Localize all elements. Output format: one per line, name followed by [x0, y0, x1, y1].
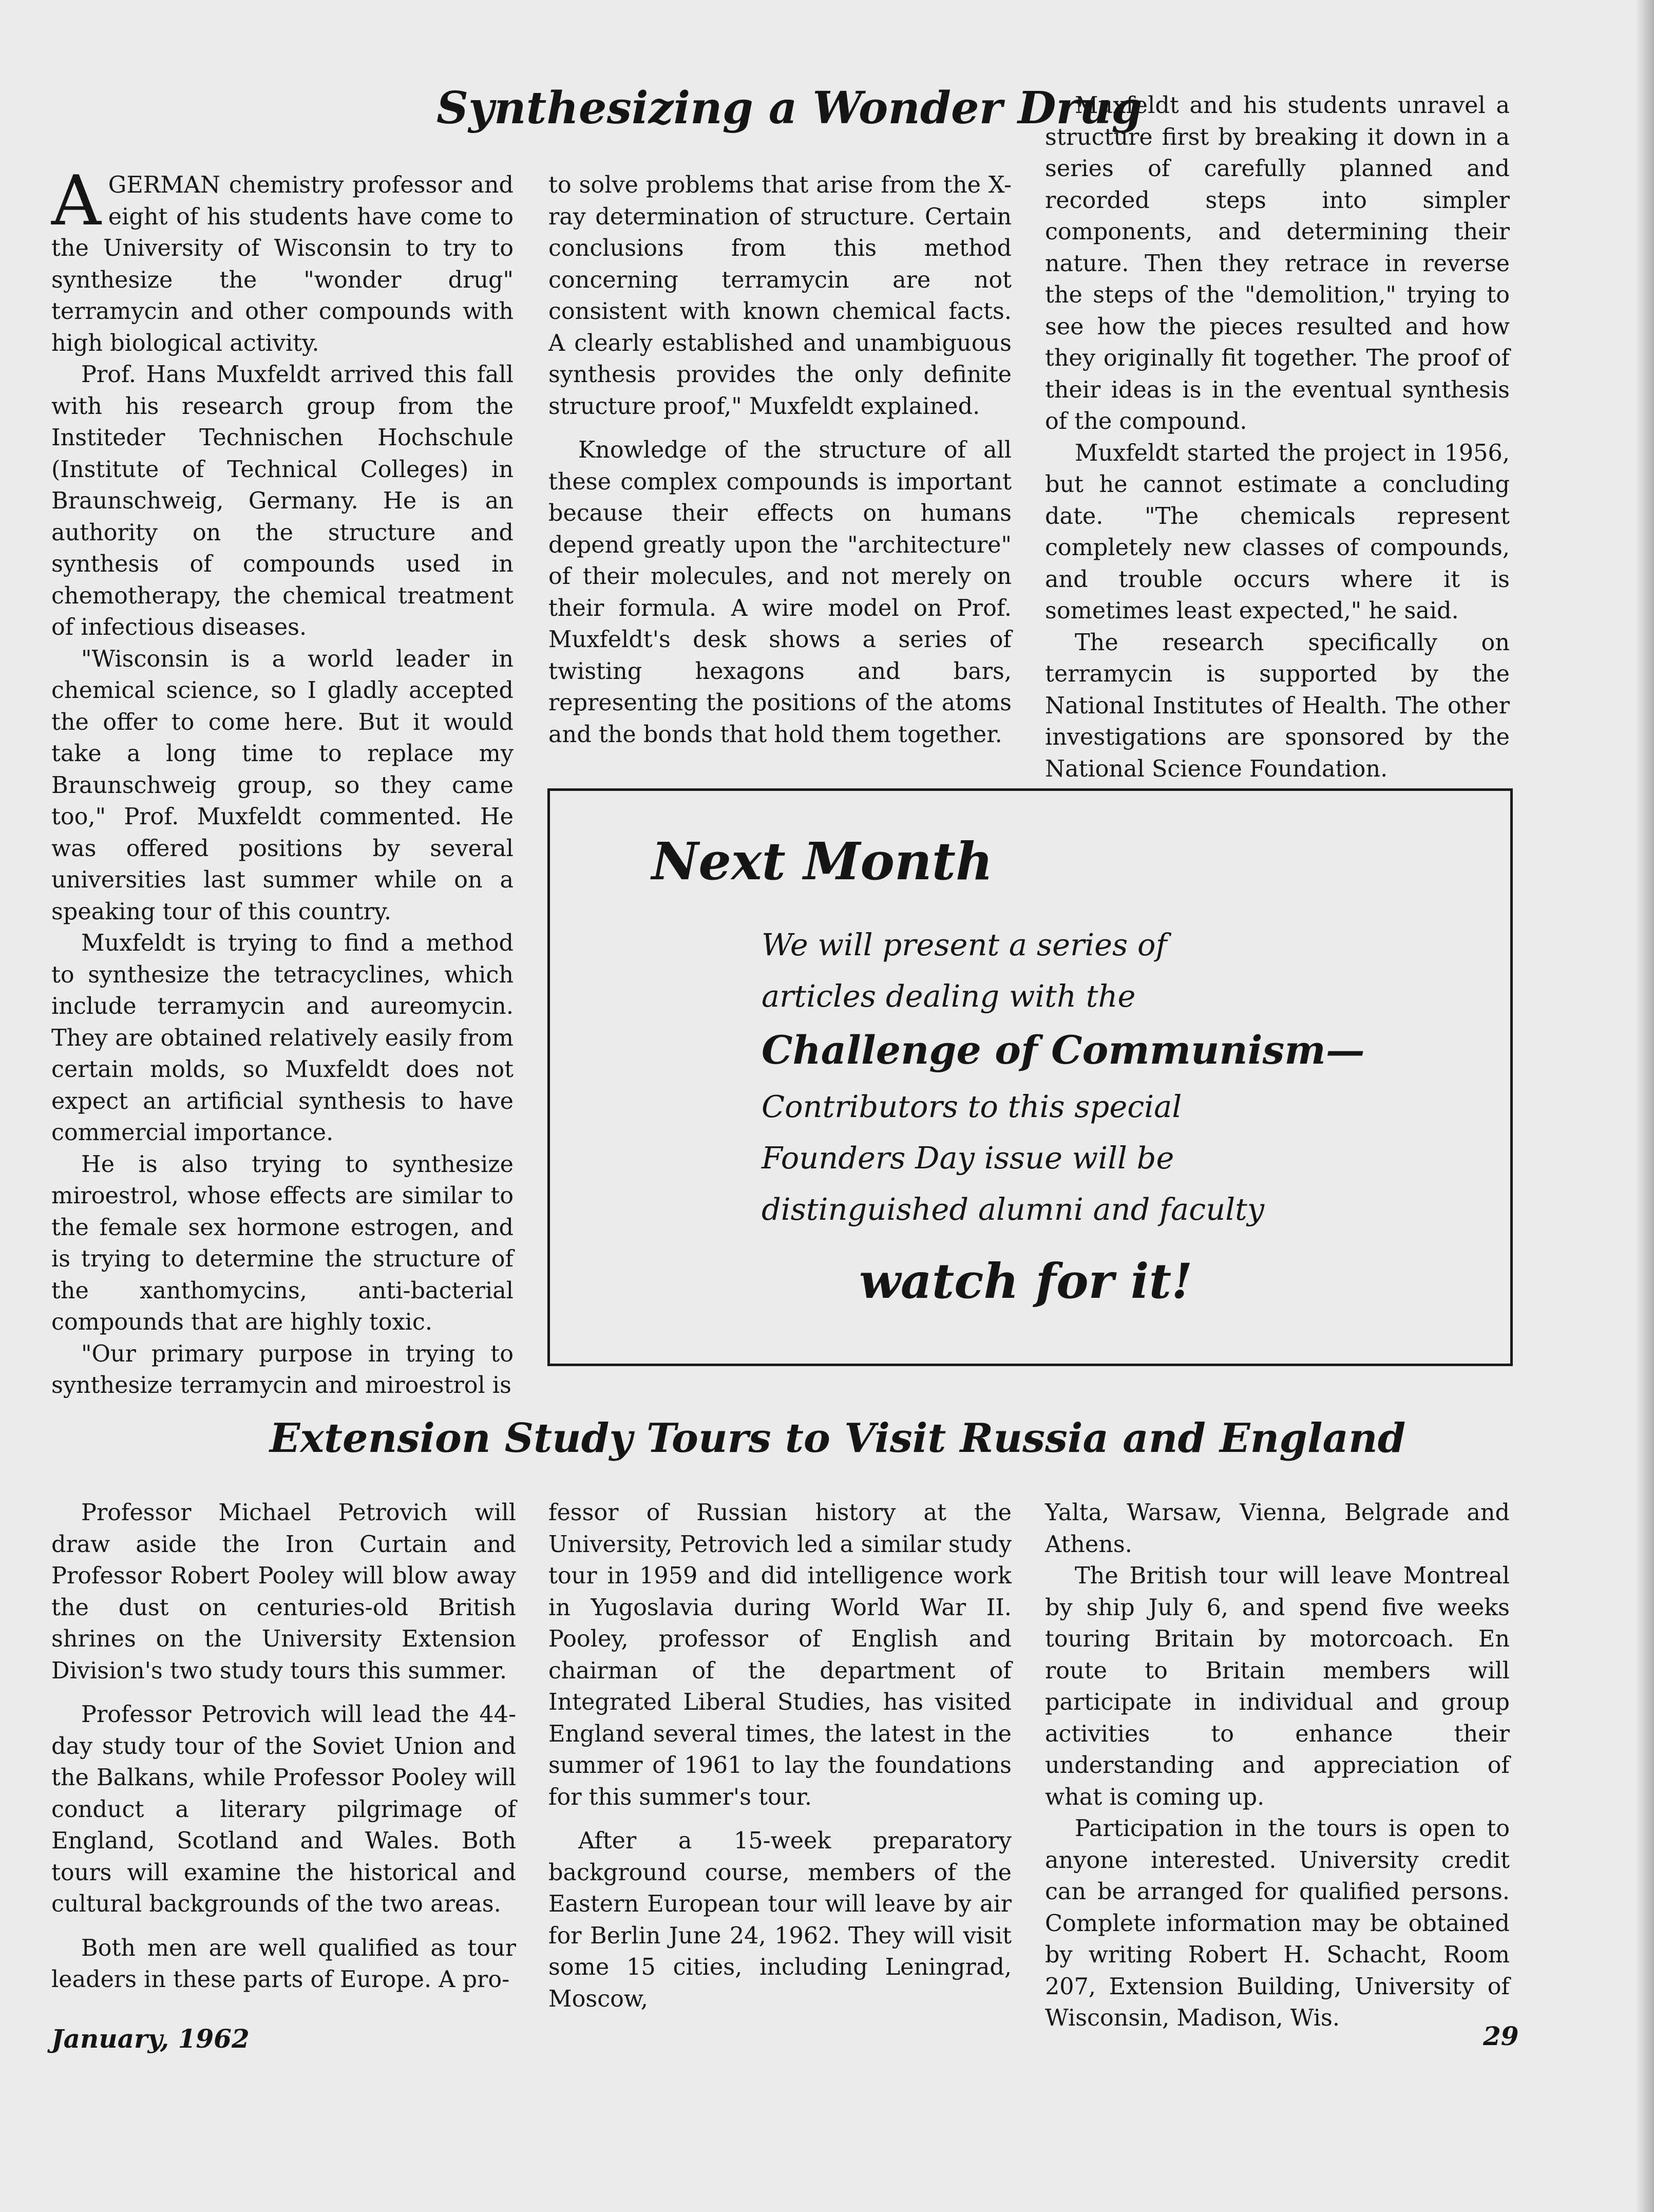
notice-line: Contributors to this special: [762, 1089, 1182, 1124]
article1-paragraph: He is also trying to synthesize miroestrol, whose effects are similar to the female sex hormone estrogen, and is trying to determine the structure of the xanthomycins, anti-bacterial compounds that are highly toxic.: [51, 1151, 514, 1335]
notice-watch-for-it: watch for it!: [859, 1253, 1193, 1310]
article2-paragraph: The British tour will leave Montreal by ship July 6, and spend five weeks touring Britain by motorcoach. En route to Britain members will participate in individual and group activities to enhance their understanding and appreciation of what is coming up.: [1045, 1563, 1510, 1810]
article-title-extension-tours: Extension Study Tours to Visit Russia and England: [270, 1415, 1406, 1462]
article2-paragraph: Participation in the tours is open to anyone interested. University credit can be arranged for qualified persons. Complete information may be obtained by writing Robert H. Schacht, Room 207, Extension Building, University of Wisconsin, Madison, Wis.: [1045, 1816, 1510, 2031]
drop-cap: A: [51, 161, 101, 241]
article1-column-3: [1045, 90, 1510, 785]
article1-paragraph: Muxfeldt is trying to find a method to synthesize the tetracyclines, which include terramycin and aureomycin. They are obtained relatively easily from certain molds, so Muxfeldt does not expect an artificial synthesis to have commercial importance.: [51, 930, 514, 1146]
notice-line: articles dealing with the: [762, 978, 1136, 1014]
article2-column-1: [51, 1497, 516, 1996]
article1-paragraph: Prof. Hans Muxfeldt arrived this fall with his research group from the Institeder Technischen Hochschule (Institute of Technical Colleges) in Braunschweig, Germany. He is an authority on the structure and synthesis of compounds used in chemotherapy, the chemical treatment of infectious diseases.: [51, 362, 514, 640]
article2-paragraph: After a 15-week preparatory background course, members of the Eastern European tour will leave by air for Berlin June 24, 1962. They will visit some 15 cities, including Leningrad, Moscow,: [548, 1828, 1012, 2012]
article-title-wonder-drug: Synthesizing a Wonder Drug: [436, 82, 1143, 134]
article2-paragraph: Professor Petrovich will lead the 44-day study tour of the Soviet Union and the Balkans, while Professor Pooley will conduct a literary pilgrimage of England, Scotland and Wales. Both tours will examine the historical and cultural backgrounds of the two areas.: [51, 1701, 516, 1917]
article2-paragraph: fessor of Russian history at the University, Petrovich led a similar study tour in 1959 and did intelligence work in Yugoslavia during World War II. Pooley, professor of English and chairman of the department of Integrated Liberal Studies, has visited England several times, the latest in the summer of 1961 to lay the foundations for this summer's tour.: [548, 1500, 1012, 1810]
notice-line: distinguished alumni and faculty: [762, 1192, 1265, 1227]
article1-paragraph: "Our primary purpose in trying to synthesize terramycin and miroestrol is: [51, 1340, 514, 1398]
article2-column-3: [1045, 1497, 1510, 2034]
issue-date: January, 1962: [51, 2024, 250, 2054]
article1-paragraph: AGERMAN chemistry professor and eight of his students have come to the University of Wisconsin to try to synthesize the "wonder drug" terramycin and other compounds with high biological activity.: [51, 161, 514, 356]
article1-paragraph: Knowledge of the structure of all these complex compounds is important because their effects on humans depend greatly upon the "architecture" of their molecules, and not merely on their formula. A wire model on Prof. Muxfeldt's desk shows a series of twisting hexagons and bars, representing the positions of the atoms and the bonds that hold them together.: [548, 437, 1012, 748]
article1-paragraph: to solve problems that arise from the X-ray determination of structure. Certain conclusions from this method concerning terramycin are not consistent with known chemical facts. A clearly established and unambiguous synthesis provides the only definite structure proof," Muxfeldt explained.: [548, 172, 1012, 420]
article1-column-2: [548, 169, 1012, 750]
notice-challenge-heading: Challenge of Communism—: [762, 1027, 1365, 1073]
article1-paragraph: The research specifically on terramycin is supported by the National Institutes of Health. The other investigations are sponsored by the National Science Foundation.: [1045, 629, 1510, 782]
article2-paragraph: Yalta, Warsaw, Vienna, Belgrade and Athens.: [1045, 1500, 1510, 1558]
article2-column-2: [548, 1497, 1012, 2015]
article1-paragraph: Muxfeldt and his students unravel a structure first by breaking it down in a series of carefully planned and recorded steps into simpler components, and determining their nature. Then they retrace in reverse the steps of the "demolition," trying to see how the pieces resulted and how they originally fit together. The proof of their ideas is in the eventual synthesis of the compound.: [1045, 92, 1510, 434]
article1-paragraph: "Wisconsin is a world leader in chemical science, so I gladly accepted the offer to come here. But it would take a long time to replace my Braunschweig group, so they came too," Prof. Muxfeldt commented. He was offered positions by several universities last summer while on a speaking tour of this country.: [51, 646, 514, 925]
page-edge-shadow: [1636, 0, 1654, 2212]
notice-title: Next Month: [652, 831, 993, 892]
notice-line: Founders Day issue will be: [762, 1140, 1174, 1176]
article1-column-1: [51, 161, 514, 1402]
article2-paragraph: Both men are well qualified as tour leaders in these parts of Europe. A pro-: [51, 1935, 516, 1993]
article1-paragraph: Muxfeldt started the project in 1956, but he cannot estimate a concluding date. "The chemicals represent completely new classes of compounds, and trouble occurs where it is sometimes least expected," he said.: [1045, 440, 1510, 624]
next-month-notice: [547, 788, 1513, 1366]
notice-line: We will present a series of: [762, 927, 1167, 962]
page-number: 29: [1483, 2021, 1519, 2051]
article2-paragraph: Professor Michael Petrovich will draw aside the Iron Curtain and Professor Robert Pooley will blow away the dust on centuries-old British shrines on the University Extension Division's two study tours this summer.: [51, 1500, 516, 1684]
